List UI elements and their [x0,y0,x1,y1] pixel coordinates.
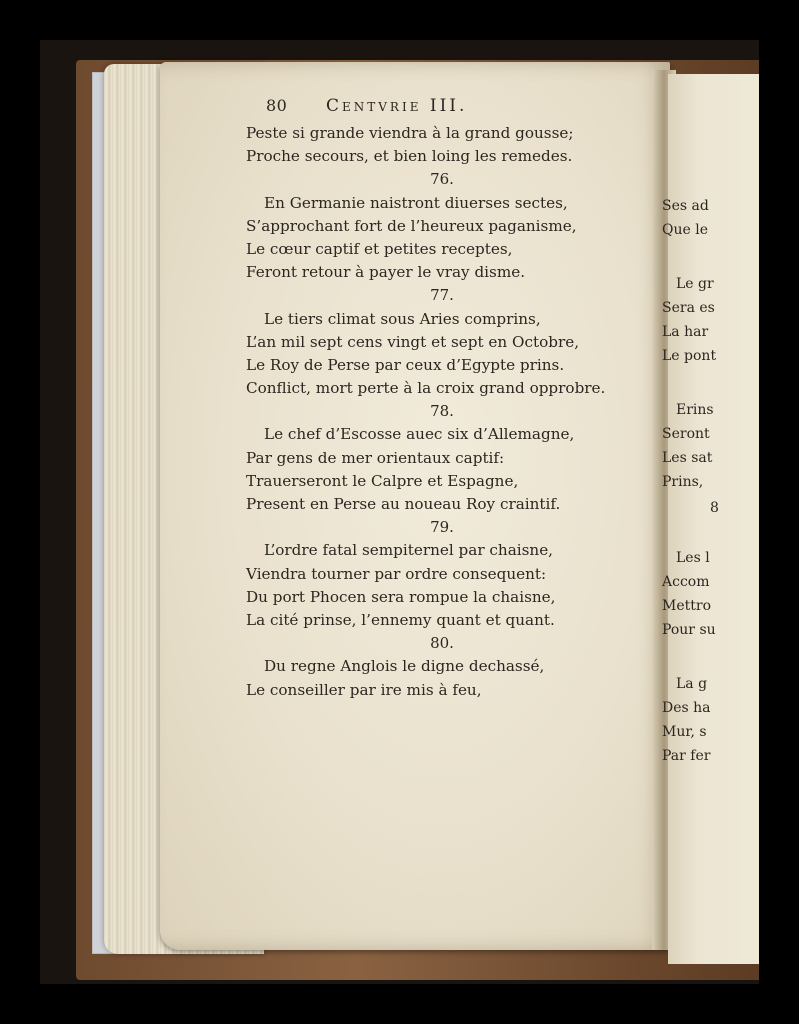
verse-line: Le conseiller par ire mis à feu, [246,680,482,699]
verse-line: Le chef d’Escosse auec six d’Allemagne, [264,425,575,444]
right-page-text [662,0,719,1024]
quatrain-number: 79. [430,518,454,537]
verse-line: Present en Perse au noueau Roy craintif. [246,495,561,513]
verse-line: Conflict, mort perte à la croix grand opprobre. [246,379,606,398]
running-title: Centvrie III. [326,96,468,116]
right-page-line: Les sat [662,450,713,466]
right-page-line: Pour su [662,622,716,638]
right-page-line: Prins, [662,474,704,490]
verse-line: Viendra tourner par ordre consequent: [246,564,547,583]
verse-line: L’an mil sept cens vingt et sept en Octobre, [246,332,580,351]
right-page-line: Seront [662,426,710,442]
verse-line: Le tiers climat sous Aries comprins, [264,309,541,328]
right-page-line: Mettro [662,598,711,614]
quatrain-number: 78. [430,402,454,421]
verse-line: Trauerseront le Calpre et Espagne, [246,471,519,490]
verse-line: En Germanie naistront diuerses sectes, [264,193,568,212]
right-page-line: Erins [676,402,714,418]
right-page-line: Le gr [676,276,714,292]
verse-lines [246,122,616,702]
verse-line: S’approchant fort de l’heureux paganisme, [246,216,577,235]
verse-line: Le Roy de Perse par ceux d’Egypte prins. [246,355,565,374]
right-page-line: Ses ad [662,198,709,214]
verse-line: Du regne Anglois le digne dechassé, [264,657,545,676]
quatrain-number: 77. [430,286,454,305]
left-page-text [246,96,616,702]
right-page-line: Par fer [662,748,711,764]
right-page-line: Mur, s [662,724,707,740]
right-page-line: La g [676,676,708,692]
right-page-line: Accom [662,574,710,590]
verse-line: Le cœur captif et petites receptes, [246,239,513,258]
right-page-line: La har [662,324,709,340]
quatrain-number: 80. [430,634,454,653]
verse-line: Feront retour à payer le vray disme. [246,263,526,282]
verse-line: L’ordre fatal sempiternel par chaisne, [264,541,554,560]
verse-line: Peste si grande viendra à la grand gousse; [246,124,574,142]
right-page-line: Que le [662,222,708,238]
page-number: 80 [266,96,288,115]
right-page-line: Sera es [662,300,715,316]
quatrain-number: 76. [430,170,454,189]
verse-line: Proche secours, et bien loing les remedes. [246,147,573,166]
right-page-line: Les l [676,550,710,566]
running-header [246,96,616,122]
right-page-line: 8 [710,500,719,516]
right-page-line: Des ha [662,700,711,716]
verse-line: Par gens de mer orientaux captif: [246,448,505,467]
right-page-line: Le pont [662,348,717,364]
verse-line: La cité prinse, l’ennemy quant et quant. [246,610,555,629]
verse-line: Du port Phocen sera rompue la chaisne, [246,587,556,606]
